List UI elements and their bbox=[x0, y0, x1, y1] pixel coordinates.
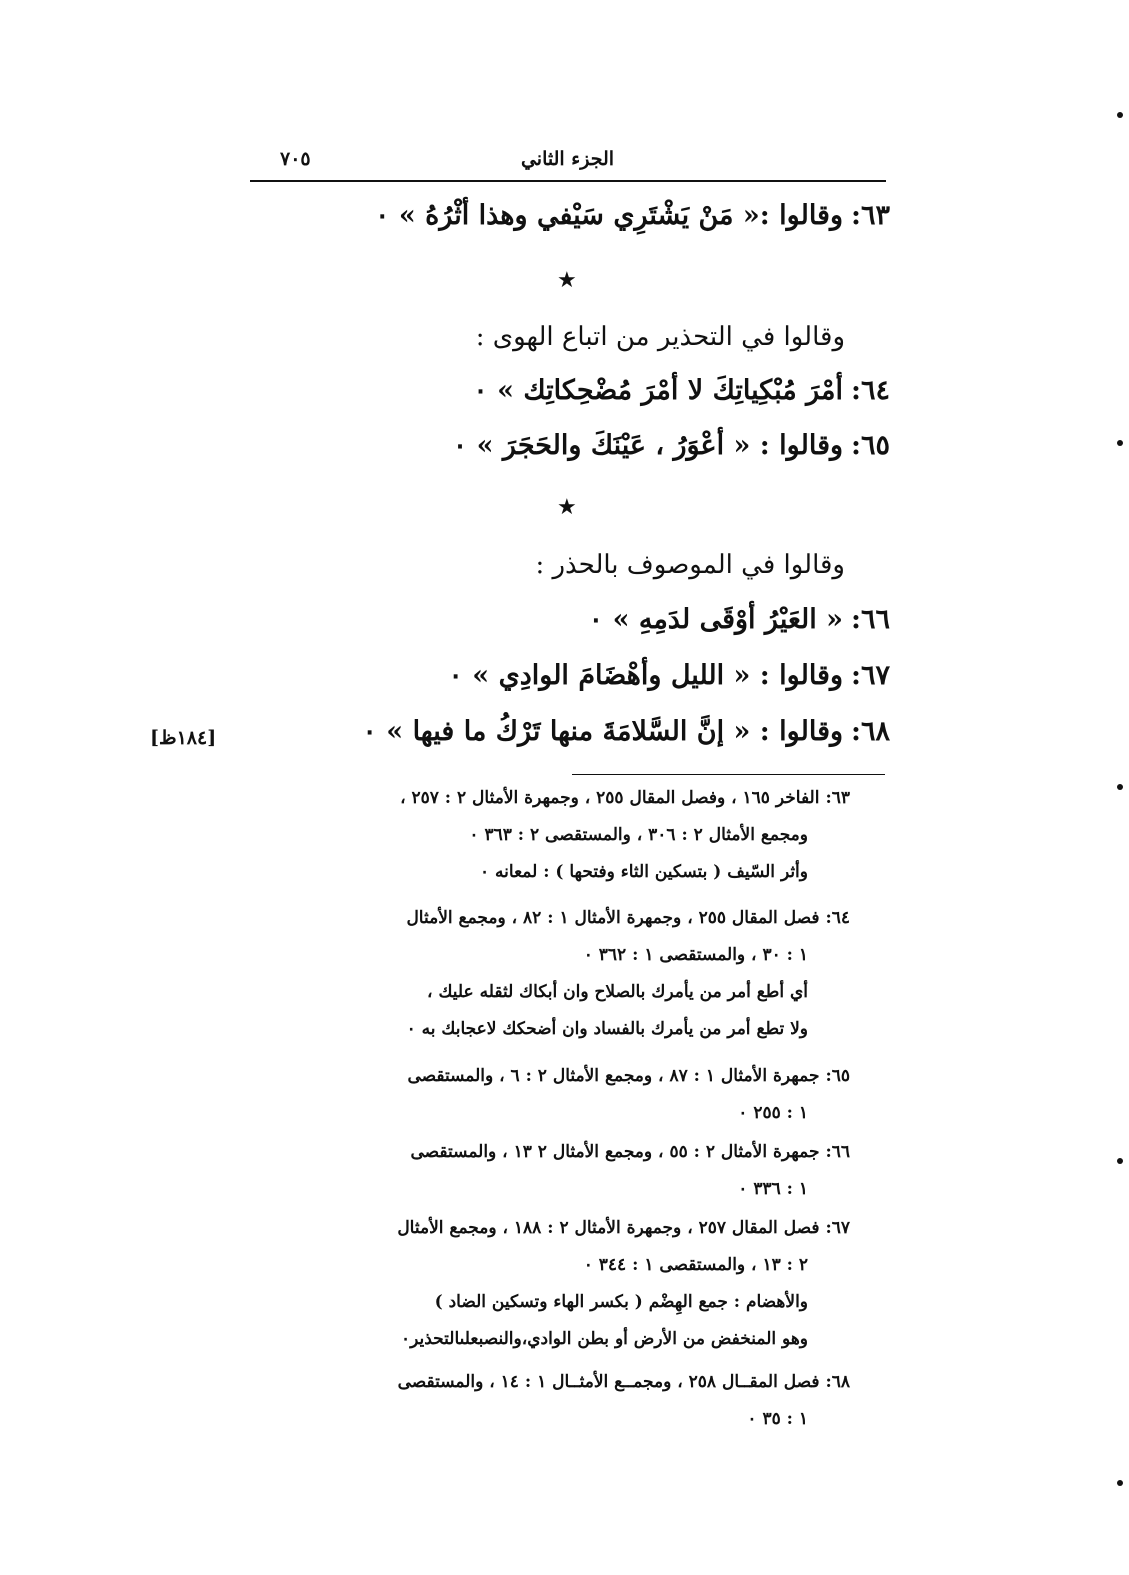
page-number: ٧٠٥ bbox=[280, 148, 311, 170]
saying-text: « العَيْرُ أوْقَى لدَمِهِ » ٠ bbox=[588, 604, 844, 635]
footnote-67 bbox=[250, 1210, 850, 1358]
footnote-line: جمهرة الأمثال ١ : ٨٧ ، ومجمع الأمثال ٢ : ٦ ، والمستقصى bbox=[407, 1066, 820, 1086]
manuscript-folio-ref: [١٨٤ظ] bbox=[150, 727, 217, 749]
saying-text: وقالوا في التحذير من اتباع الهوى : bbox=[475, 322, 845, 352]
footnote-68 bbox=[250, 1364, 850, 1438]
saying-64 bbox=[250, 375, 890, 406]
footnote-63 bbox=[250, 780, 850, 891]
saying-text: وقالوا : « أعْوَرُ ، عَيْنَكَ والحَجَرَ » ٠ bbox=[452, 430, 844, 461]
footnote-line: فصل المقال ٢٥٧ ، وجمهرة الأمثال ٢ : ١٨٨ ، ومجمع الأمثال bbox=[397, 1218, 820, 1238]
footnote-66 bbox=[250, 1134, 850, 1208]
section-star-divider: ★ bbox=[557, 495, 577, 520]
header-rule bbox=[250, 180, 886, 182]
section-intro-hawa bbox=[250, 322, 845, 352]
footnote-number: ٦٧: bbox=[825, 1218, 850, 1238]
scan-dot bbox=[1117, 112, 1123, 118]
footnote-line: والأهضام : جمع الهِضْم ( بكسر الهاء وتسكين الضاد ) bbox=[434, 1292, 808, 1312]
footnote-line: ١ : ٣٠ ، والمستقصى ١ : ٣٦٢ ٠ bbox=[583, 945, 808, 965]
footnote-rule bbox=[572, 774, 885, 775]
footnote-line: ومجمع الأمثال ٢ : ٣٠٦ ، والمستقصى ٢ : ٣٦٣ ٠ bbox=[469, 825, 808, 845]
footnote-line: وأثر السّيف ( بتسكين الثاء وفتحها ) : لمعانه ٠ bbox=[480, 862, 808, 882]
section-intro-hadhar bbox=[250, 550, 845, 580]
saying-number: ٦٤: bbox=[851, 375, 890, 406]
saying-number: ٦٥: bbox=[851, 430, 890, 461]
saying-text: وقالوا : « إنَّ السَّلامَةَ منها تَرْكُ ما فيها » ٠ bbox=[362, 716, 844, 747]
saying-text: وقالوا :« مَنْ يَشْتَرِي سَيْفي وهذا أثْرُهُ » ٠ bbox=[374, 200, 844, 231]
saying-text: وقالوا : « الليل وأهْضَامَ الوادِي » ٠ bbox=[448, 660, 844, 691]
scan-dot bbox=[1117, 784, 1123, 790]
footnote-number: ٦٤: bbox=[825, 908, 850, 928]
running-header bbox=[250, 148, 885, 178]
saying-number: ٦٦: bbox=[851, 604, 890, 635]
footnote-line: فصل المقال ٢٥٥ ، وجمهرة الأمثال ١ : ٨٢ ، ومجمع الأمثال bbox=[406, 908, 820, 928]
part-title: الجزء الثاني bbox=[520, 148, 615, 170]
saying-68 bbox=[250, 716, 890, 747]
footnote-line: فصل المقــال ٢٥٨ ، ومجمــع الأمثــال ١ : ١٤ ، والمستقصى bbox=[397, 1372, 820, 1392]
saying-text: أمْرَ مُبْكِياتِكَ لا أمْرَ مُضْحِكاتِك » ٠ bbox=[473, 375, 844, 406]
footnote-64 bbox=[250, 900, 850, 1048]
saying-number: ٦٧: bbox=[851, 660, 890, 691]
saying-65 bbox=[250, 430, 890, 461]
footnote-65 bbox=[250, 1058, 850, 1132]
scan-dot bbox=[1117, 440, 1123, 446]
footnote-number: ٦٥: bbox=[825, 1066, 850, 1086]
saying-text: وقالوا في الموصوف بالحذر : bbox=[535, 550, 845, 580]
footnote-line: أي أطع أمر من يأمرك بالصلاح وان أبكاك لثقله عليك ، bbox=[427, 982, 808, 1002]
saying-number: ٦٣: bbox=[851, 200, 890, 231]
saying-66 bbox=[250, 604, 890, 635]
scan-dot bbox=[1117, 1480, 1123, 1486]
footnote-line: وهو المنخفض من الأرض أو بطن الوادي،والنصبعلىالتحذير٠ bbox=[401, 1329, 808, 1349]
section-star-divider: ★ bbox=[557, 268, 577, 293]
footnote-number: ٦٨: bbox=[825, 1372, 850, 1392]
saying-63 bbox=[250, 200, 890, 231]
footnote-number: ٦٦: bbox=[825, 1142, 850, 1162]
footnote-line: جمهرة الأمثال ٢ : ٥٥ ، ومجمع الأمثال ٢ ١٣ ، والمستقصى bbox=[410, 1142, 820, 1162]
footnote-line: ٢ : ١٣ ، والمستقصى ١ : ٣٤٤ ٠ bbox=[583, 1255, 808, 1275]
footnote-line: الفاخر ١٦٥ ، وفصل المقال ٢٥٥ ، وجمهرة الأمثال ٢ : ٢٥٧ ، bbox=[400, 788, 820, 808]
footnote-line: ١ : ٣٥ ٠ bbox=[747, 1409, 808, 1429]
scan-dot bbox=[1117, 1158, 1123, 1164]
saying-number: ٦٨: bbox=[851, 716, 890, 747]
footnote-line: ولا تطع أمر من يأمرك بالفساد وان أضحكك لاعجابك به ٠ bbox=[406, 1019, 808, 1039]
saying-67 bbox=[250, 660, 890, 691]
footnote-number: ٦٣: bbox=[825, 788, 850, 808]
footnote-line: ١ : ٢٥٥ ٠ bbox=[738, 1103, 808, 1123]
footnote-line: ١ : ٣٣٦ ٠ bbox=[738, 1179, 808, 1199]
